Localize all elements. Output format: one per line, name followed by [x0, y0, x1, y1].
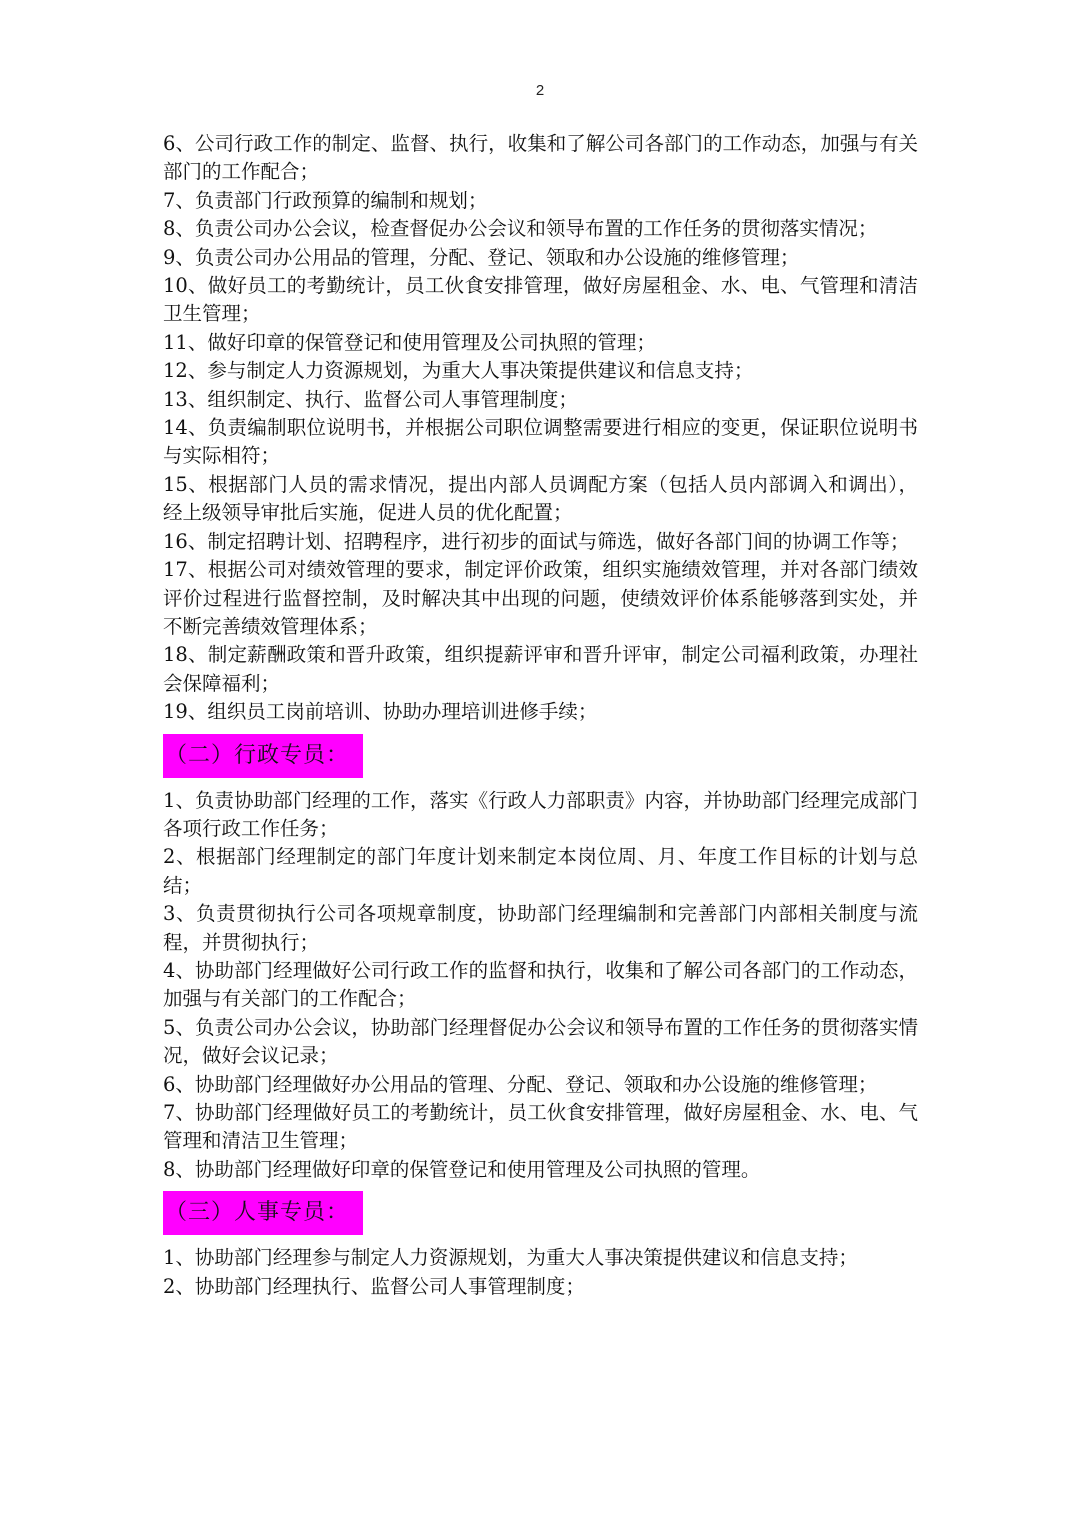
page-number: 2	[535, 82, 545, 99]
list-item: 14、负责编制职位说明书，并根据公司职位调整需要进行相应的变更，保证职位说明书与实际相符；	[163, 416, 918, 468]
list-item: 18、制定薪酬政策和晋升政策，组织提薪评审和晋升评审，制定公司福利政策，办理社会保障福利；	[163, 643, 918, 695]
section-three	[163, 1184, 918, 1244]
list-item: 1、负责协助部门经理的工作，落实《行政人力部职责》内容，并协助部门经理完成部门各项行政工作任务；	[163, 788, 918, 840]
section-two-list	[163, 787, 918, 1185]
list-item: 6、公司行政工作的制定、监督、执行，收集和了解公司各部门的工作动态，加强与有关部门的工作配合；	[163, 132, 918, 184]
list-item: 10、做好员工的考勤统计，员工伙食安排管理，做好房屋租金、水、电、气管理和清洁卫生管理；	[163, 274, 918, 326]
list-item: 9、负责公司办公用品的管理，分配、登记、领取和办公设施的维修管理；	[163, 245, 800, 269]
list-item: 13、组织制定、执行、监督公司人事管理制度；	[163, 387, 578, 411]
list-item: 12、参与制定人力资源规划，为重大人事决策提供建议和信息支持；	[163, 359, 754, 383]
list-item: 6、协助部门经理做好办公用品的管理、分配、登记、领取和办公设施的维修管理；	[163, 1072, 878, 1096]
list-item: 16、制定招聘计划、招聘程序，进行初步的面试与筛选，做好各部门间的协调工作等；	[163, 529, 910, 553]
list-item: 7、负责部门行政预算的编制和规划；	[163, 188, 488, 212]
document-body	[163, 130, 918, 1301]
list-item: 8、负责公司办公会议，检查督促办公会议和领导布置的工作任务的贯彻落实情况；	[163, 217, 878, 241]
list-item: 8、协助部门经理做好印章的保管登记和使用管理及公司执照的管理。	[163, 1157, 761, 1181]
list-item: 3、负责贯彻执行公司各项规章制度，协助部门经理编制和完善部门内部相关制度与流程，并贯彻执行；	[163, 902, 918, 954]
list-item: 2、协助部门经理执行、监督公司人事管理制度；	[163, 1274, 585, 1298]
section-heading-admin-specialist: （二）行政专员：	[163, 734, 363, 778]
section-three-list	[163, 1244, 918, 1301]
section-heading-hr-specialist: （三）人事专员：	[163, 1191, 363, 1235]
section-two	[163, 727, 918, 787]
list-item: 5、负责公司办公会议，协助部门经理督促办公会议和领导布置的工作任务的贯彻落实情况，做好会议记录；	[163, 1015, 918, 1068]
list-item: 11、做好印章的保管登记和使用管理及公司执照的管理；	[163, 330, 656, 354]
list-item: 15、根据部门人员的需求情况，提出内部人员调配方案（包括人员内部调入和调出），经上级领导审批后实施，促进人员的优化配置；	[163, 472, 918, 525]
list-item: 19、组织员工岗前培训、协助办理培训进修手续；	[163, 700, 598, 724]
list-item: 2、根据部门经理制定的部门年度计划来制定本岗位周、月、年度工作目标的计划与总结；	[163, 845, 918, 897]
list-item: 1、协助部门经理参与制定人力资源规划，为重大人事决策提供建议和信息支持；	[163, 1246, 858, 1270]
list-item: 4、协助部门经理做好公司行政工作的监督和执行，收集和了解公司各部门的工作动态，加强与有关部门的工作配合；	[163, 958, 918, 1011]
list-item: 17、根据公司对绩效管理的要求，制定评价政策，组织实施绩效管理，并对各部门绩效评价过程进行监督控制，及时解决其中出现的问题，使绩效评价体系能够落到实处，并不断完善绩效管理体系；	[163, 558, 918, 638]
list-item: 7、协助部门经理做好员工的考勤统计，员工伙食安排管理，做好房屋租金、水、电、气管理和清洁卫生管理；	[163, 1101, 918, 1153]
section-one-list	[163, 130, 918, 727]
